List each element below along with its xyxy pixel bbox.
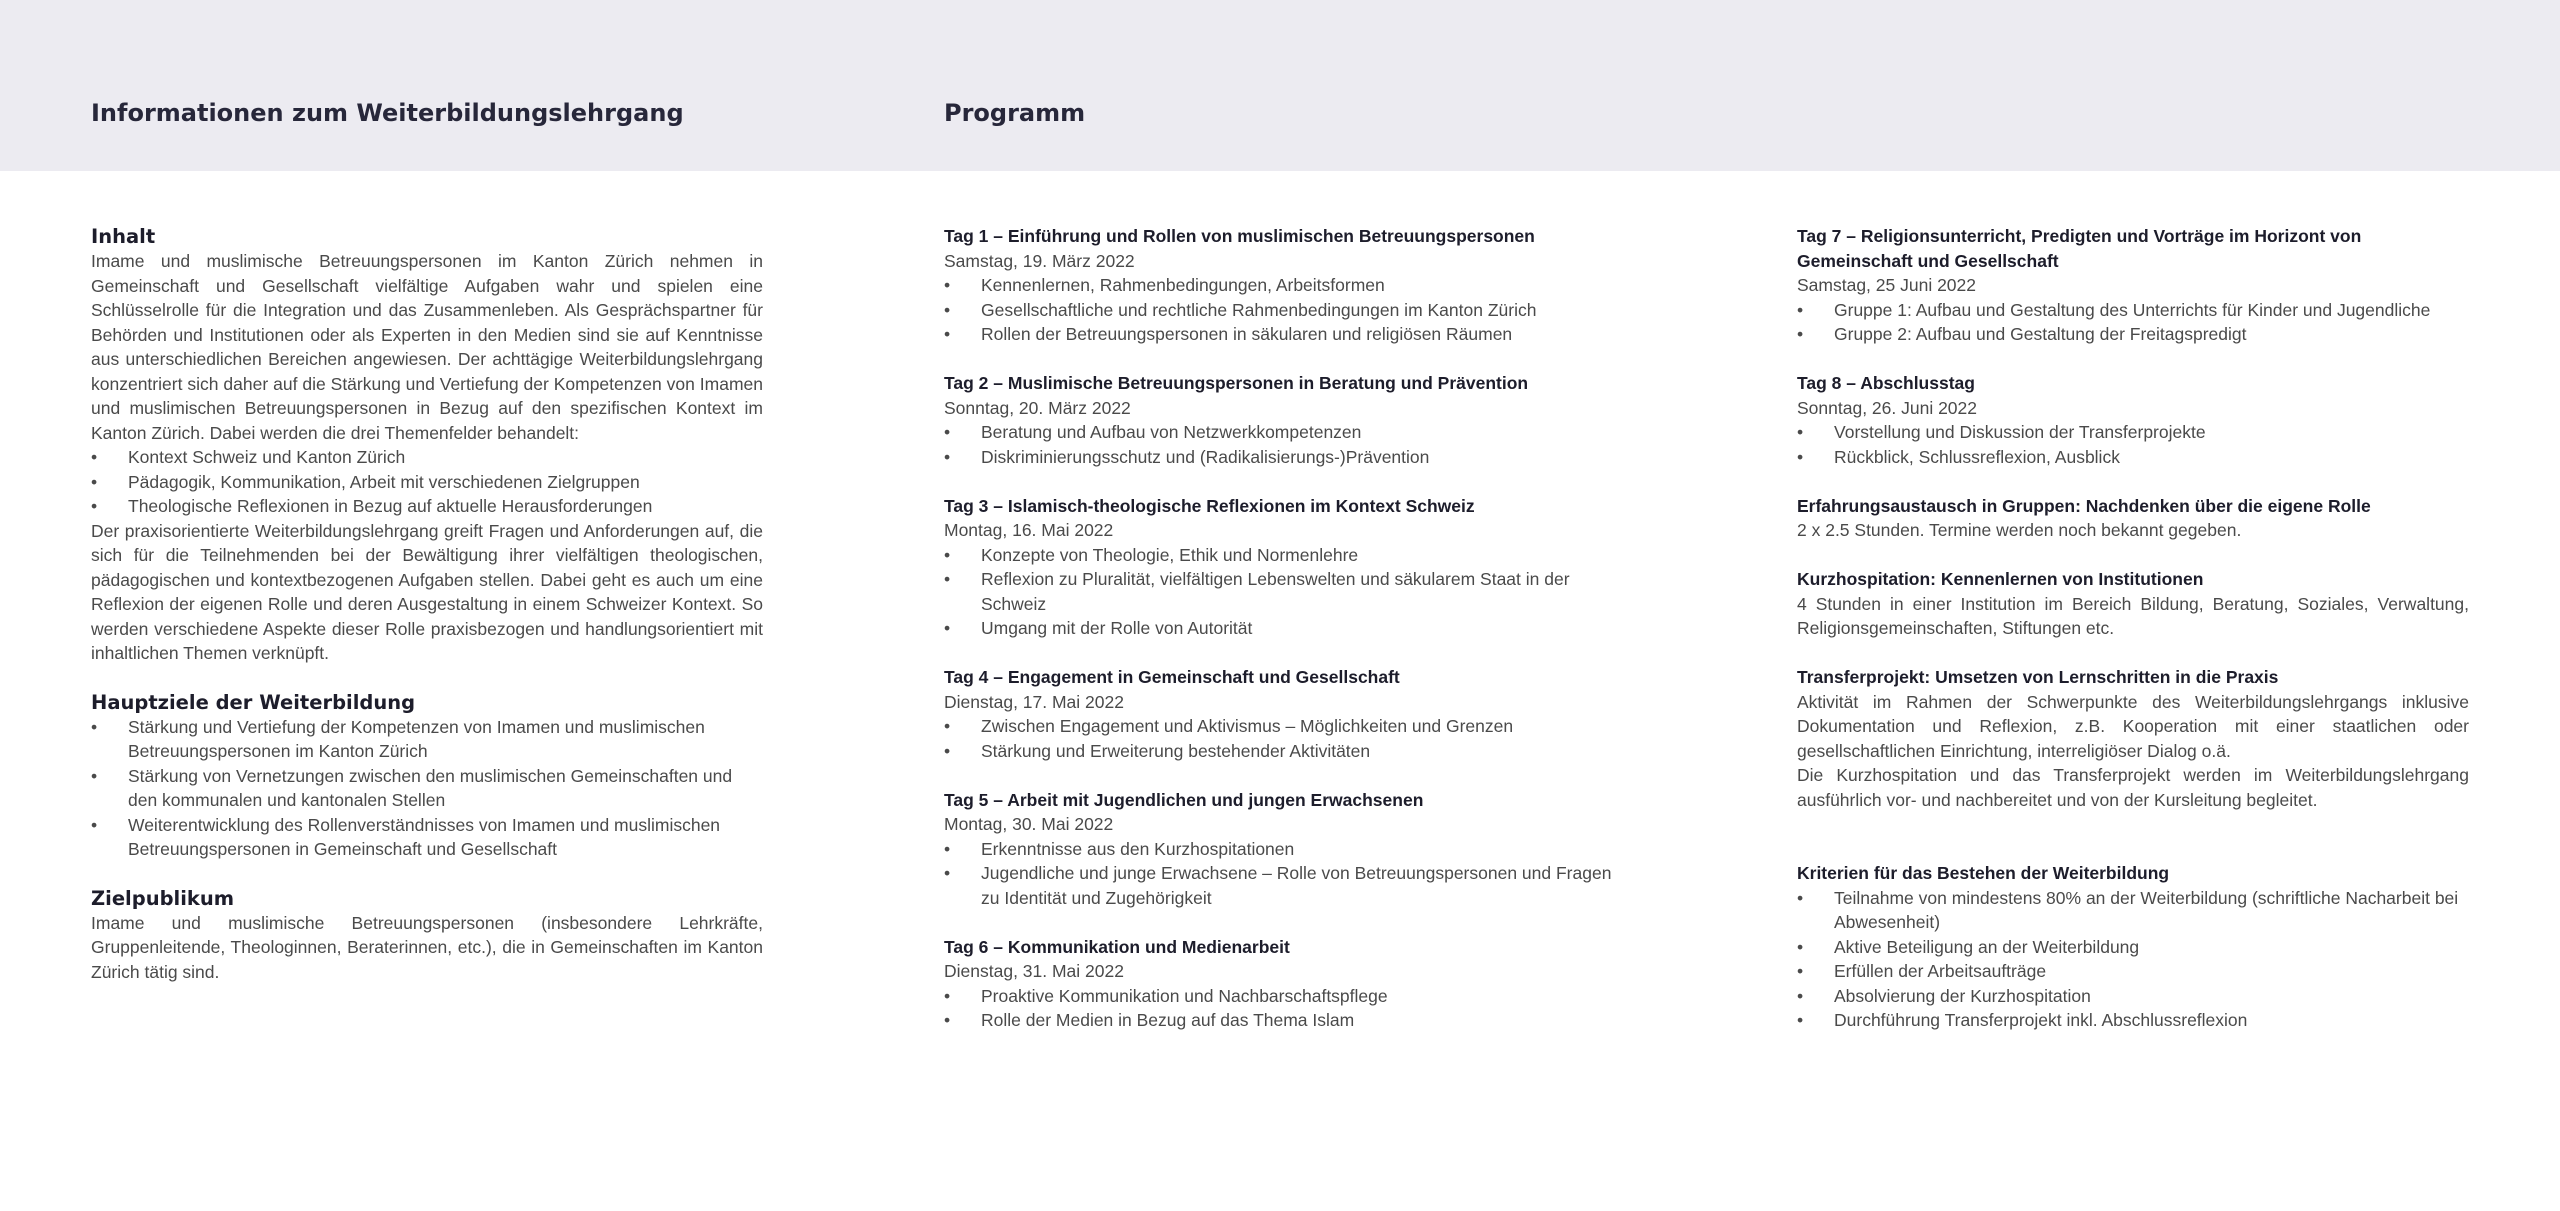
list-item: • Beratung und Aufbau von Netzwerkkompetenzen	[944, 420, 1616, 445]
transfer-text: Aktivität im Rahmen der Schwerpunkte des Weiterbildungslehrgangs inklusive Dokumentation und Reflexion, z.B. Kooperation mit einer staatlichen oder gesellschaftlichen Einrichtung, interreligiöser Dialog o.ä.	[1797, 691, 2469, 761]
inhalt-title: Inhalt	[91, 225, 156, 248]
kriterien-title: Kriterien für das Bestehen der Weiterbildung	[1797, 863, 2170, 883]
list-item: • Teilnahme von mindestens 80% an der Weiterbildung (schriftliche Nacharbeit bei Abwesenheit)	[1797, 886, 2469, 935]
list-item: • Proaktive Kommunikation und Nachbarschaftspflege	[944, 984, 1616, 1009]
day-title: Tag 4 – Engagement in Gemeinschaft und Gesellschaft	[944, 667, 1400, 687]
list-item: • Erfüllen der Arbeitsaufträge	[1797, 959, 2469, 984]
day-date: Dienstag, 17. Mai 2022	[944, 691, 1124, 712]
day-list	[944, 714, 1616, 763]
info-column	[91, 224, 763, 984]
header-band	[0, 0, 2560, 171]
list-item: • Stärkung von Vernetzungen zwischen den muslimischen Gemeinschaften und den kommunalen und kantonalen Stellen	[91, 764, 763, 813]
list-item: • Kontext Schweiz und Kanton Zürich	[91, 445, 763, 470]
list-item: • Absolvierung der Kurzhospitation	[1797, 984, 2469, 1009]
program-column-1	[944, 224, 1616, 1033]
list-item: • Jugendliche und junge Erwachsene – Rolle von Betreuungspersonen und Fragen zu Identität und Zugehörigkeit	[944, 861, 1616, 910]
kriterien-list	[1797, 886, 2469, 1033]
transfer-text-2: Die Kurzhospitation und das Transferprojekt werden im Weiterbildungslehrgang ausführlich vor- und nachbereitet und von der Kursleitung begleitet.	[1797, 765, 2469, 810]
list-item: • Gruppe 1: Aufbau und Gestaltung des Unterrichts für Kinder und Jugendliche	[1797, 298, 2469, 323]
erfahrung-text: 2 x 2.5 Stunden. Termine werden noch bekannt gegeben.	[1797, 520, 2242, 540]
hospitation-title: Kurzhospitation: Kennenlernen von Institutionen	[1797, 569, 2204, 589]
ziele-list	[91, 715, 763, 862]
day-date: Sonntag, 26. Juni 2022	[1797, 397, 1978, 418]
day-title: Tag 8 – Abschlusstag	[1797, 373, 1975, 393]
transfer-block	[1797, 665, 2469, 812]
info-header-title: Informationen zum Weiterbildungslehrgang	[91, 99, 684, 127]
day-title: Tag 2 – Muslimische Betreuungspersonen in Beratung und Prävention	[944, 373, 1529, 393]
program-day	[1797, 224, 2469, 347]
erfahrung-title: Erfahrungsaustausch in Gruppen: Nachdenken über die eigene Rolle	[1797, 495, 2371, 516]
list-item: • Aktive Beteiligung an der Weiterbildung	[1797, 935, 2469, 960]
kriterien-block	[1797, 861, 2469, 1033]
program-column-2	[1797, 224, 2469, 1033]
list-item: • Rolle der Medien in Bezug auf das Thema Islam	[944, 1008, 1616, 1033]
program-day	[1797, 371, 2469, 469]
list-item: • Durchführung Transferprojekt inkl. Abschlussreflexion	[1797, 1008, 2469, 1033]
day-date: Montag, 16. Mai 2022	[944, 520, 1114, 540]
transfer-title: Transferprojekt: Umsetzen von Lernschritten in die Praxis	[1797, 667, 2279, 687]
list-item: • Konzepte von Theologie, Ethik und Normenlehre	[944, 543, 1616, 568]
list-item: • Gesellschaftliche und rechtliche Rahmenbedingungen im Kanton Zürich	[944, 298, 1616, 323]
inhalt-outro: Der praxisorientierte Weiterbildungslehrgang greift Fragen und Anforderungen auf, die sich für die Teilnehmenden bei der Bewältigung ihrer vielfältigen theologischen, pädagogischen und kontextbezogenen Aufgaben stellen. Dabei geht es auch um eine Reflexion der eigenen Rolle und deren Ausgestaltung in einem Schweizer Kontext. So werden verschiedene Aspekte dieser Rolle praxisbezogen und handlungsorientiert mit inhaltlichen Themen verknüpft.	[91, 520, 763, 663]
inhalt-intro: Imame und muslimische Betreuungspersonen im Kanton Zürich nehmen in Gemeinschaft und Gesellschaft vielfältige Aufgaben wahr und spielen eine Schlüsselrolle für die Integration und das Zusammenleben. Als Gesprächspartner für Behörden und Institutionen oder als Experten in den Medien sind sie auf Kenntnisse aus unterschiedlichen Bereichen angewiesen. Der achttägige Weiterbildungslehrgang konzentriert sich daher auf die Stärkung und Vertiefung der Kompetenzen von Imamen und muslimischen Betreuungspersonen in Bezug auf den spezifischen Kontext im Kanton Zürich. Dabei werden die drei Themenfelder behandelt:	[91, 251, 763, 443]
day-list	[944, 273, 1616, 347]
day-list	[1797, 298, 2469, 347]
program-day	[944, 788, 1616, 911]
list-item: • Umgang mit der Rolle von Autorität	[944, 616, 1616, 641]
list-item: • Zwischen Engagement und Aktivismus – Möglichkeiten und Grenzen	[944, 714, 1616, 739]
list-item: • Theologische Reflexionen in Bezug auf aktuelle Herausforderungen	[91, 494, 763, 519]
list-item: • Stärkung und Vertiefung der Kompetenzen von Imamen und muslimischen Betreuungspersonen im Kanton Zürich	[91, 715, 763, 764]
day-list	[944, 984, 1616, 1033]
erfahrung-block	[1797, 494, 2469, 543]
program-day	[944, 665, 1616, 763]
day-title: Tag 1 – Einführung und Rollen von muslimischen Betreuungspersonen	[944, 226, 1535, 246]
list-item: • Kennenlernen, Rahmenbedingungen, Arbeitsformen	[944, 273, 1616, 298]
day-date: Sonntag, 20. März 2022	[944, 397, 1131, 418]
list-item: • Reflexion zu Pluralität, vielfältigen Lebenswelten und säkularem Staat in der Schweiz	[944, 567, 1616, 616]
zielpublikum-title: Zielpublikum	[91, 886, 235, 910]
list-item: • Gruppe 2: Aufbau und Gestaltung der Freitagspredigt	[1797, 322, 2469, 347]
zielpublikum-text: Imame und muslimische Betreuungspersonen (insbesondere Lehrkräfte, Gruppenleitende, Theologinnen, Beraterinnen, etc.), die in Gemeinschaften im Kanton Zürich tätig sind.	[91, 912, 763, 982]
program-day	[944, 371, 1616, 469]
day-date: Samstag, 19. März 2022	[944, 250, 1135, 271]
list-item: • Weiterentwicklung des Rollenverständnisses von Imamen und muslimischen Betreuungspersonen in Gemeinschaft und Gesellschaft	[91, 813, 763, 862]
list-item: • Rückblick, Schlussreflexion, Ausblick	[1797, 445, 2469, 470]
day-title: Tag 3 – Islamisch-theologische Reflexionen im Kontext Schweiz	[944, 495, 1475, 516]
list-item: • Pädagogik, Kommunikation, Arbeit mit verschiedenen Zielgruppen	[91, 470, 763, 495]
day-date: Dienstag, 31. Mai 2022	[944, 961, 1124, 981]
hospitation-text: 4 Stunden in einer Institution im Bereich Bildung, Beratung, Soziales, Verwaltung, Religionsgemeinschaften, Stiftungen etc.	[1797, 593, 2469, 638]
list-item: • Erkenntnisse aus den Kurzhospitationen	[944, 837, 1616, 862]
hospitation-block	[1797, 567, 2469, 641]
day-list	[1797, 420, 2469, 469]
inhalt-list	[91, 445, 763, 519]
day-title: Tag 5 – Arbeit mit Jugendlichen und jungen Erwachsenen	[944, 789, 1424, 810]
day-list	[944, 837, 1616, 911]
day-title: Tag 7 – Religionsunterricht, Predigten und Vorträge im Horizont von Gemeinschaft und Gesellschaft	[1797, 226, 2362, 271]
day-date: Samstag, 25 Juni 2022	[1797, 275, 1977, 295]
program-day	[944, 494, 1616, 641]
list-item: • Rollen der Betreuungspersonen in säkularen und religiösen Räumen	[944, 322, 1616, 347]
day-list	[944, 543, 1616, 641]
list-item: • Stärkung und Erweiterung bestehender Aktivitäten	[944, 739, 1616, 764]
program-day	[944, 224, 1616, 347]
list-item: • Vorstellung und Diskussion der Transferprojekte	[1797, 420, 2469, 445]
day-list	[944, 420, 1616, 469]
day-date: Montag, 30. Mai 2022	[944, 814, 1114, 834]
ziele-title: Hauptziele der Weiterbildung	[91, 690, 416, 714]
program-header-title: Programm	[944, 99, 1086, 127]
program-day	[944, 935, 1616, 1033]
day-title: Tag 6 – Kommunikation und Medienarbeit	[944, 936, 1290, 957]
list-item: • Diskriminierungsschutz und (Radikalisierungs-)Prävention	[944, 445, 1616, 470]
